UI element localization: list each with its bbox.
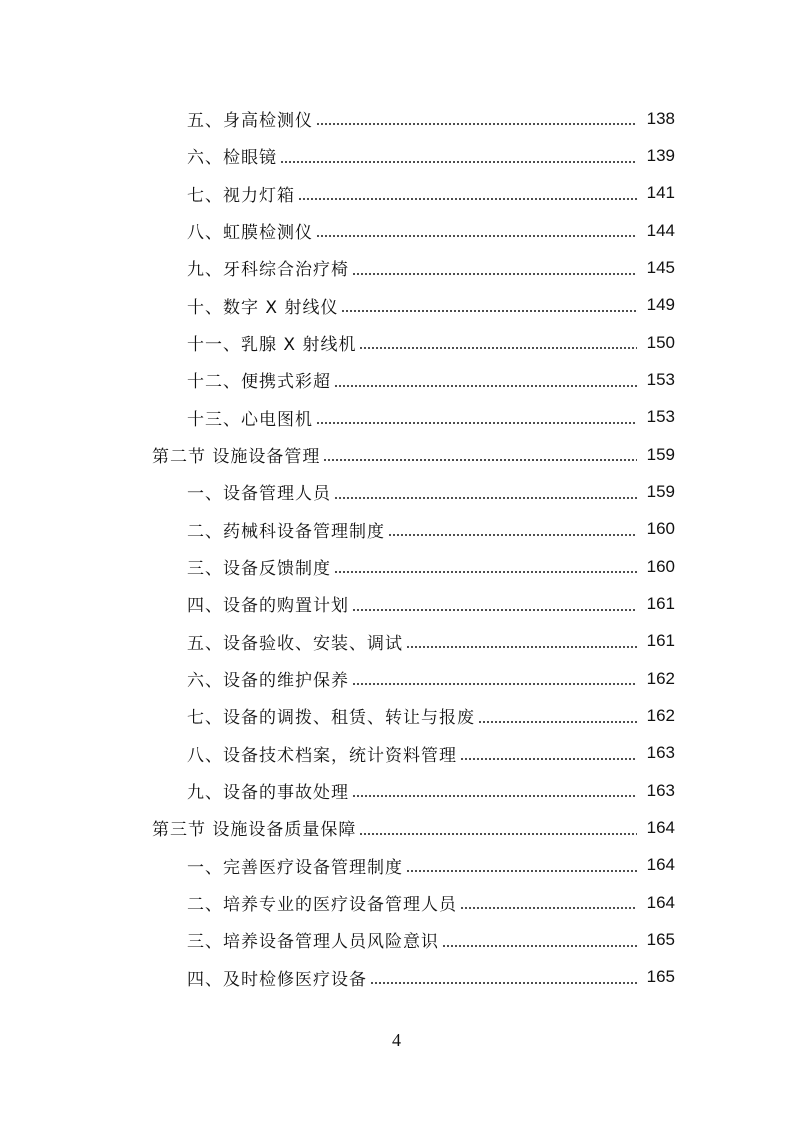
toc-entry-page: 163	[646, 743, 675, 763]
toc-entry-title: 三、设备反馈制度	[187, 559, 331, 580]
toc-entry[interactable]	[0, 100, 793, 137]
toc-entry-title: 三、培养设备管理人员风险意识	[187, 932, 439, 953]
toc-entry[interactable]	[0, 287, 793, 324]
toc-dot-leader	[370, 982, 637, 984]
toc-entry-page: 160	[646, 519, 675, 539]
toc-entry[interactable]	[0, 511, 793, 548]
toc-entry[interactable]	[0, 772, 793, 809]
toc-dot-leader	[359, 833, 637, 835]
toc-entry[interactable]	[0, 548, 793, 585]
toc-dot-leader	[316, 235, 637, 237]
toc-entry-title: 十、数字 X 射线仪	[187, 297, 339, 318]
toc-dot-leader	[334, 571, 637, 573]
toc-entry-page: 153	[646, 369, 675, 389]
toc-dot-leader	[442, 945, 637, 947]
toc-section-entry[interactable]	[0, 436, 793, 473]
toc-entry-title: 四、及时检修医疗设备	[187, 969, 367, 990]
toc-entry[interactable]	[0, 959, 793, 996]
toc-entry-title: 一、设备管理人员	[187, 484, 331, 505]
toc-entry-title: 七、视力灯箱	[187, 185, 295, 206]
table-of-contents	[0, 100, 793, 996]
toc-dot-leader	[298, 198, 637, 200]
toc-entry-page: 144	[646, 220, 675, 240]
toc-entry-page: 138	[646, 108, 675, 128]
toc-dot-leader	[352, 683, 637, 685]
toc-entry-page: 161	[646, 631, 675, 651]
toc-entry-title: 四、设备的购置计划	[187, 596, 349, 617]
toc-entry-page: 150	[646, 332, 675, 352]
toc-dot-leader	[280, 161, 637, 163]
toc-entry[interactable]	[0, 137, 793, 174]
toc-entry-title: 八、设备技术档案，统计资料管理	[187, 745, 457, 766]
toc-entry[interactable]	[0, 697, 793, 734]
toc-entry-title: 八、虹膜检测仪	[187, 223, 313, 244]
toc-dot-leader	[359, 347, 637, 349]
toc-dot-leader	[334, 497, 637, 499]
toc-dot-leader	[334, 385, 637, 387]
toc-entry-title: 九、牙科综合治疗椅	[187, 260, 349, 281]
toc-entry[interactable]	[0, 175, 793, 212]
toc-dot-leader	[406, 646, 637, 648]
toc-entry-title: 六、检眼镜	[187, 148, 277, 169]
toc-dot-leader	[323, 459, 637, 461]
toc-entry[interactable]	[0, 847, 793, 884]
toc-entry-title: 二、药械科设备管理制度	[187, 521, 385, 542]
toc-entry-page: 163	[646, 780, 675, 800]
toc-entry-page: 162	[646, 668, 675, 688]
toc-entry-page: 145	[646, 257, 675, 277]
toc-entry[interactable]	[0, 884, 793, 921]
toc-entry-page: 160	[646, 556, 675, 576]
toc-entry[interactable]	[0, 735, 793, 772]
toc-dot-leader	[460, 907, 637, 909]
toc-entry-title: 二、培养专业的医疗设备管理人员	[187, 895, 457, 916]
toc-entry-title: 五、身高检测仪	[187, 111, 313, 132]
toc-entry-page: 153	[646, 407, 675, 427]
toc-entry[interactable]	[0, 249, 793, 286]
toc-entry[interactable]	[0, 623, 793, 660]
toc-entry[interactable]	[0, 324, 793, 361]
toc-dot-leader	[341, 310, 637, 312]
toc-entry-page: 161	[646, 593, 675, 613]
toc-dot-leader	[388, 534, 637, 536]
toc-section-entry[interactable]	[0, 809, 793, 846]
toc-entry-title: 七、设备的调拨、租赁、转让与报废	[187, 708, 475, 729]
toc-entry-page: 141	[646, 183, 675, 203]
page-number: 4	[392, 1030, 401, 1050]
toc-entry-title: 六、设备的维护保养	[187, 671, 349, 692]
toc-entry-page: 164	[646, 855, 675, 875]
toc-dot-leader	[352, 795, 637, 797]
toc-dot-leader	[406, 870, 637, 872]
toc-entry-page: 162	[646, 705, 675, 725]
toc-entry-page: 165	[646, 967, 675, 987]
toc-entry[interactable]	[0, 361, 793, 398]
toc-dot-leader	[316, 123, 637, 125]
toc-entry-title: 第三节 设施设备质量保障	[152, 820, 357, 841]
toc-entry-title: 五、设备验收、安装、调试	[187, 633, 403, 654]
toc-dot-leader	[460, 758, 637, 760]
toc-entry-title: 十二、便携式彩超	[187, 372, 331, 393]
toc-entry[interactable]	[0, 473, 793, 510]
toc-dot-leader	[352, 273, 637, 275]
toc-entry-title: 第二节 设施设备管理	[152, 447, 321, 468]
toc-entry[interactable]	[0, 660, 793, 697]
toc-entry-title: 十一、乳腺 X 射线机	[187, 335, 357, 356]
toc-entry-title: 十三、心电图机	[187, 409, 313, 430]
toc-entry-page: 159	[646, 481, 675, 501]
toc-entry[interactable]	[0, 399, 793, 436]
toc-entry[interactable]	[0, 585, 793, 622]
toc-entry-page: 139	[646, 145, 675, 165]
toc-dot-leader	[352, 609, 637, 611]
toc-entry[interactable]	[0, 921, 793, 958]
toc-entry-page: 159	[646, 444, 675, 464]
toc-entry-page: 164	[646, 892, 675, 912]
toc-entry-title: 九、设备的事故处理	[187, 783, 349, 804]
toc-entry-page: 149	[646, 295, 675, 315]
toc-entry-page: 165	[646, 929, 675, 949]
toc-entry-page: 164	[646, 817, 675, 837]
toc-dot-leader	[478, 721, 637, 723]
toc-entry-title: 一、完善医疗设备管理制度	[187, 857, 403, 878]
toc-dot-leader	[316, 422, 637, 424]
toc-entry[interactable]	[0, 212, 793, 249]
